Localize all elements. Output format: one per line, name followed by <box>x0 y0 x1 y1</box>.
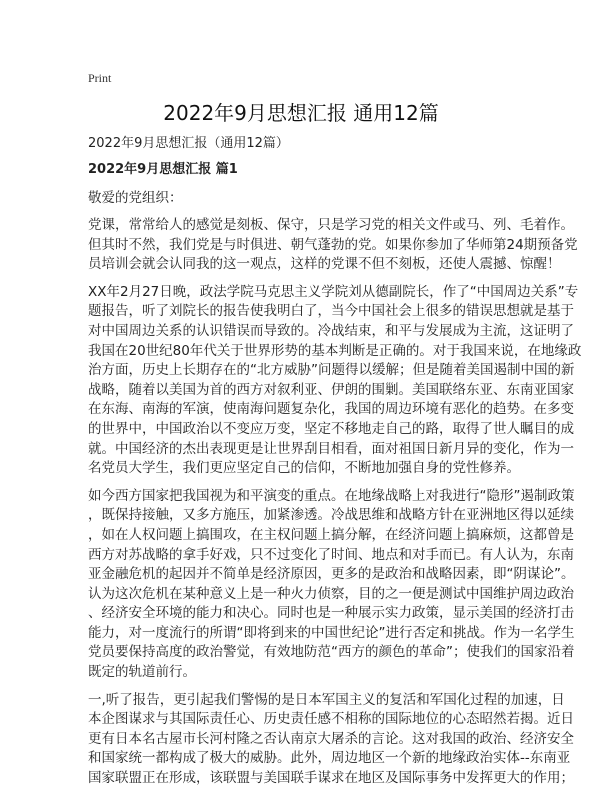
paragraph <box>88 216 578 275</box>
paragraph-line: ，如在人权问题上搞围攻，在主权问题上搞分解，在经济问题上搞麻烦，这都曾是 <box>88 526 574 543</box>
paragraph-line: ，既保持接触，又多方施压，加紧渗透。冷战思维和战略方针在亚洲地区得以延续 <box>88 507 574 524</box>
paragraph-line: 、经济安全环境的能力和决心。同时也是一种展示实力政策，显示美国的经济打击 <box>88 605 574 622</box>
paragraph-line: 亚金融危机的起因并不简单是经济原因，更多的是政治和战略因素，即“阴谋论”。 <box>88 566 575 583</box>
paragraph <box>88 283 582 479</box>
paragraph-line: 员培训会就会认同我的这一观点，这样的党课不但不刻板，还使人震撼、惊醒！ <box>88 256 561 273</box>
paragraph-line: 题报告，听了刘院长的报告使我明白了，当今中国社会上很多的错误思想就是基于 <box>88 303 574 320</box>
paragraph-line: 既定的轨道前行。 <box>88 664 196 681</box>
paragraph-line: 如今西方国家把我国视为和平演变的重点。在地缘战略上对我进行“隐形”遏制政策 <box>88 487 575 504</box>
paragraph-line: 西方对苏战略的拿手好戏，只不过变化了时间、地点和对手而已。有人认为，东南 <box>88 546 574 563</box>
paragraph-line: 党员要保持高度的政治警觉，有效地防范“西方的颜色的革命”；使我们的国家沿着 <box>88 644 575 661</box>
paragraph <box>88 691 574 789</box>
section-heading: 2022年9月思想汇报 篇1 <box>88 162 238 177</box>
paragraph-line: 在东海、南海的军演，使南海问题复杂化，我国的周边环境有恶化的趋势。在多变 <box>88 401 574 418</box>
paragraph-line: 治方面，历史上长期存在的“北方威胁”问题得以缓解；但是随着美国遏制中国的新 <box>88 362 575 379</box>
paragraph-line: 更有日本名古屋市长河村隆之否认南京大屠杀的言论。这对我国的政治、经济安全 <box>88 730 574 747</box>
paragraph-line: 党课，常常给人的感觉是刻板、保守，只是学习党的相关文件或马、列、毛着作。 <box>88 217 574 233</box>
paragraph-line: 我国在20世纪80年代关于世界形势的基本判断是正确的。对于我国来说，在地缘政 <box>88 342 582 359</box>
paragraph-line: 就。中国经济的杰出表现更是让世界刮目相看，面对祖国日新月异的变化，作为一 <box>88 440 574 457</box>
paragraph-line: 但其时不然，我们党是与时俱进、朝气蓬勃的党。如果你参加了华师第24期预备党 <box>88 236 578 253</box>
paragraph-line: 本企图谋求与其国际责任心、历史责任感不相称的国际地位的心态昭然若揭。近日 <box>88 711 574 728</box>
paragraph-line: XX年2月27日晚，政法学院马克思主义学院刘从德副院长，作了“中国周边关系”专 <box>88 283 579 300</box>
greeting: 敬爱的党组织： <box>88 190 183 206</box>
paragraph-line: 名党员大学生，我们更应坚定自己的信仰，不断地加强自身的党性修养。 <box>88 460 520 477</box>
paragraph-line: 的世界中，中国政治以不变应万变，坚定不移地走自己的路，取得了世人瞩目的成 <box>88 420 574 437</box>
document-subtitle: 2022年9月思想汇报（通用12篇） <box>88 136 289 151</box>
paragraph-line: 战略，随着以美国为首的西方对叙利亚、伊朗的围剿。美国联络东亚、东南亚国家 <box>88 381 574 398</box>
body-text <box>88 216 582 789</box>
paragraph-line: 对中国周边关系的认识错误而导致的。冷战结束，和平与发展成为主流，这证明了 <box>88 322 574 339</box>
print-label[interactable]: Print <box>88 71 112 85</box>
paragraph-line: 认为这次危机在某种意义上是一种火力侦察，目的之一便是测试中国维护周边政治 <box>88 585 574 602</box>
document-page <box>88 68 582 789</box>
document-title: 2022年9月思想汇报 通用12篇 <box>163 101 439 125</box>
paragraph-line: 能力，对一度流行的所谓“即将到来的中国世纪论”进行否定和挑战。作为一名学生 <box>88 624 575 641</box>
paragraph <box>88 487 575 683</box>
paragraph-line: 一,听了报告，更引起我们警惕的是日本军国主义的复活和军国化过程的加速，日 <box>88 691 565 708</box>
paragraph-line: 和国家统一都构成了极大的威胁。此外，周边地区一个新的地缘政治实体--东南亚 <box>88 750 571 767</box>
paragraph-line: 国家联盟正在形成，该联盟与美国联手谋求在地区及国际事务中发挥更大的作用； <box>88 770 574 787</box>
